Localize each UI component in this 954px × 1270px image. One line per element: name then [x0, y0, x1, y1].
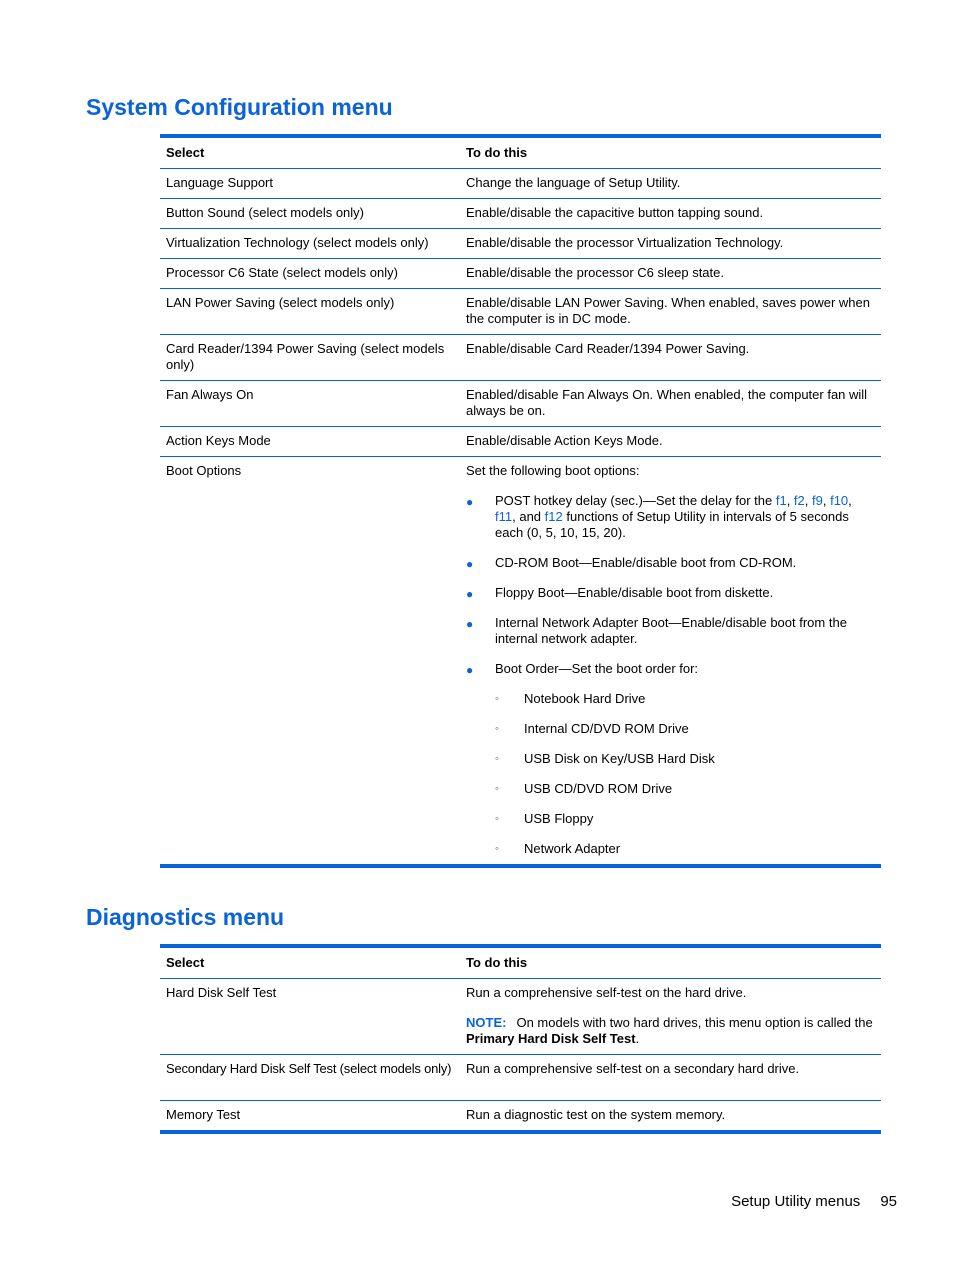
row-todo: Change the language of Setup Utility. — [460, 169, 881, 199]
header-select: Select — [160, 946, 460, 979]
list-item: ◦ Network Adapter — [495, 841, 621, 856]
list-item: ◦ Internal CD/DVD ROM Drive — [495, 721, 689, 736]
bullet-icon: ● — [466, 663, 474, 677]
table-row-boot-options — [160, 457, 881, 867]
row-select: Button Sound (select models only) — [160, 199, 460, 229]
circle-bullet-icon: ◦ — [495, 843, 499, 855]
header-select: Select — [160, 136, 460, 169]
diagnostics-title: Diagnostics menu — [86, 904, 285, 930]
row-select: Secondary Hard Disk Self Test (select models only) — [160, 1055, 460, 1101]
circle-bullet-icon: ◦ — [495, 783, 499, 795]
footer-section: Setup Utility menus — [731, 1193, 861, 1210]
row-todo: Run a diagnostic test on the system memory. — [466, 1107, 726, 1122]
circle-bullet-icon: ◦ — [495, 693, 499, 705]
key-f10: f10 — [830, 493, 849, 508]
row-select: LAN Power Saving (select models only) — [160, 289, 460, 335]
bullet-icon: ● — [466, 587, 474, 601]
boot-options-list — [466, 493, 875, 857]
table-row — [160, 289, 881, 335]
row-select: Virtualization Technology (select models only) — [160, 229, 460, 259]
header-todo: To do this — [460, 136, 881, 169]
list-item: ◦ USB CD/DVD ROM Drive — [495, 781, 673, 796]
list-item: ● Internal Network Adapter Boot—Enable/disable boot from the internal network adapter. — [466, 615, 847, 646]
row-todo: Enabled/disable Fan Always On. When enabled, the computer fan will always be on. — [460, 381, 881, 427]
list-item: ◦ USB Disk on Key/USB Hard Disk — [495, 751, 715, 766]
key-f1: f1 — [775, 493, 787, 508]
table-header-row — [160, 946, 881, 979]
list-item: ◦ USB Floppy — [495, 811, 594, 826]
row-select: Action Keys Mode — [160, 427, 460, 457]
page-number: 95 — [880, 1193, 897, 1210]
row-todo: Enable/disable the capacitive button tapping sound. — [460, 199, 881, 229]
row-todo: Enable/disable the processor C6 sleep state. — [460, 259, 881, 289]
note: NOTE: On models with two hard drives, this menu option is called the Primary Hard Disk Self Test. — [466, 1015, 873, 1046]
bullet-icon: ● — [466, 495, 474, 509]
row-todo: Enable/disable the processor Virtualization Technology. — [460, 229, 881, 259]
boot-intro: Set the following boot options: — [466, 463, 640, 478]
list-item: ● CD-ROM Boot—Enable/disable boot from CD-ROM. — [466, 555, 797, 571]
circle-bullet-icon: ◦ — [495, 813, 499, 825]
row-select: Memory Test — [166, 1107, 241, 1122]
row-select: Card Reader/1394 Power Saving (select models only) — [160, 335, 460, 381]
row-select: Boot Options — [166, 463, 242, 478]
header-todo: To do this — [460, 946, 881, 979]
page-footer — [731, 1193, 897, 1211]
circle-bullet-icon: ◦ — [495, 753, 499, 765]
bullet-icon: ● — [466, 617, 474, 631]
table-row — [160, 381, 881, 427]
table-header-row — [160, 136, 881, 169]
row-select: Processor C6 State (select models only) — [160, 259, 460, 289]
table-row — [160, 169, 881, 199]
list-item: ● Boot Order—Set the boot order for: ◦ Notebook Hard Drive ◦ Internal CD/DVD ROM Drive ◦ USB Disk on Key/USB Hard Disk ◦ USB CD/DVD ROM Drive ◦ USB Floppy ◦ Network Adapter — [466, 661, 875, 857]
row-select: Fan Always On — [160, 381, 460, 427]
note-label: NOTE: — [466, 1015, 507, 1030]
row-select: Language Support — [160, 169, 460, 199]
row-select: Hard Disk Self Test — [160, 979, 460, 1055]
row-todo — [460, 457, 881, 867]
system-configuration-table — [160, 134, 881, 868]
table-row — [160, 229, 881, 259]
system-configuration-title: System Configuration menu — [86, 94, 393, 120]
list-item: ● Floppy Boot—Enable/disable boot from diskette. — [466, 585, 774, 601]
table-row — [160, 979, 881, 1055]
row-todo: Run a comprehensive self-test on the hard drive. NOTE: On models with two hard drives, this menu option is called the Primary Hard Disk Self Test. — [460, 979, 881, 1055]
key-f12: f12 — [544, 509, 563, 524]
list-item: ◦ Notebook Hard Drive — [495, 691, 646, 706]
diagnostics-table — [160, 944, 881, 1134]
table-row — [160, 259, 881, 289]
table-row — [160, 427, 881, 457]
key-f9: f9 — [812, 493, 823, 508]
row-todo: Enable/disable LAN Power Saving. When enabled, saves power when the computer is in DC mode. — [460, 289, 881, 335]
boot-order-list — [495, 691, 875, 857]
key-f11: f11 — [495, 509, 513, 524]
table-row — [160, 199, 881, 229]
table-row — [160, 1055, 881, 1101]
row-todo: Run a comprehensive self-test on a secondary hard drive. — [460, 1055, 881, 1101]
row-todo: Enable/disable Card Reader/1394 Power Saving. — [460, 335, 881, 381]
key-f2: f2 — [793, 493, 805, 508]
circle-bullet-icon: ◦ — [495, 723, 499, 735]
table-row — [160, 335, 881, 381]
bullet-icon: ● — [466, 557, 474, 571]
list-item: ● POST hotkey delay (sec.)—Set the delay for the f1, f2, f9, f10, f11, and f12 functions of Setup Utility in intervals of 5 seconds each (0, 5, 10, 15, 20). — [466, 493, 852, 540]
table-row — [160, 1101, 881, 1133]
row-todo: Enable/disable Action Keys Mode. — [460, 427, 881, 457]
